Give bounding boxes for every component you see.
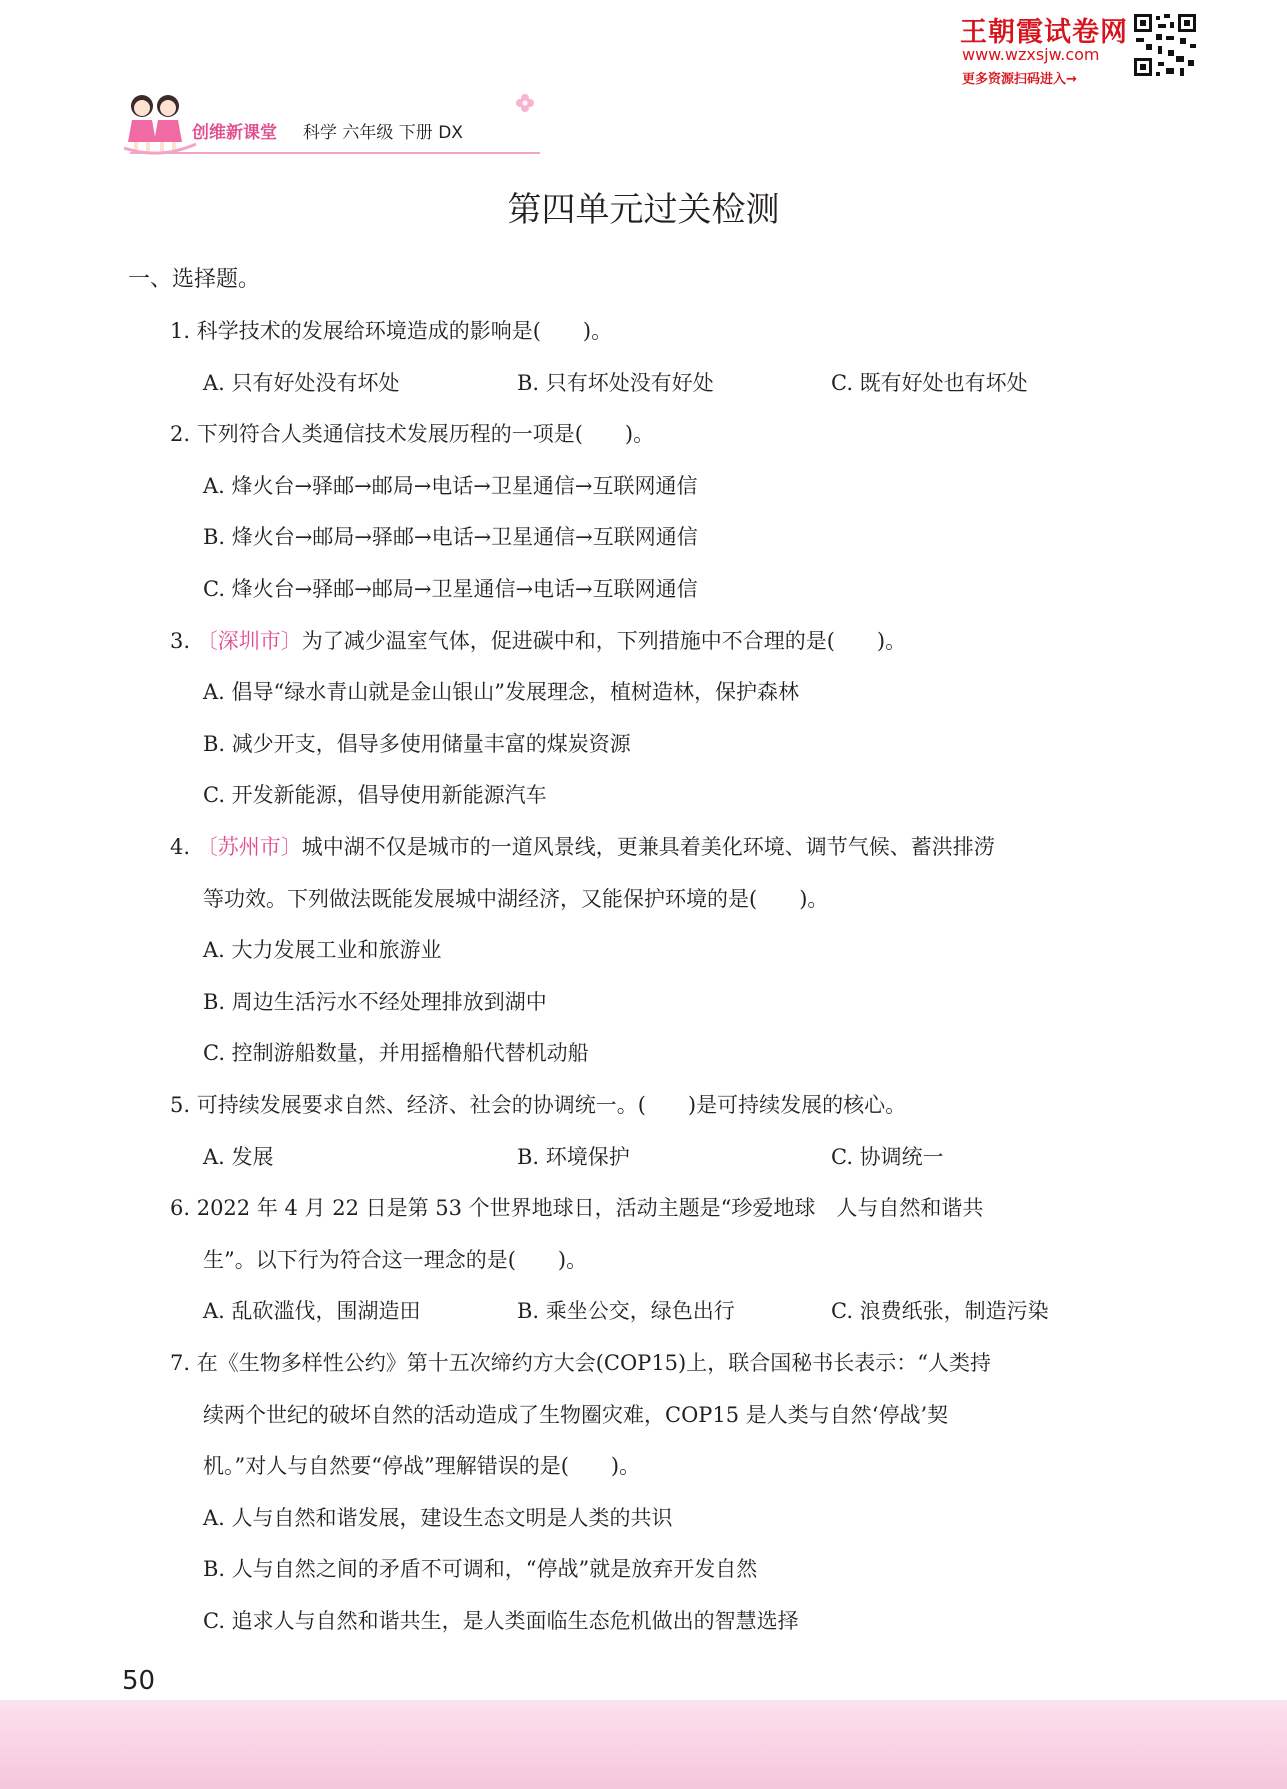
option-a: A. 乱砍滥伐，围湖造田 (203, 1299, 421, 1323)
question-line: 1. 科学技术的发展给环境造成的影响是( )。 (170, 319, 613, 343)
header-divider (130, 152, 540, 154)
option-line: A. 大力发展工业和旅游业 (203, 938, 442, 962)
option-line: 生”。以下行为符合这一理念的是( )。 (203, 1248, 588, 1272)
page-title: 第四单元过关检测 (507, 190, 780, 230)
watermark-more: 更多资源扫码进入→ (962, 72, 1077, 87)
children-logo-icon (120, 86, 200, 156)
subject-label: 科学 六年级 下册 DX (303, 123, 463, 143)
option-a: A. 只有好处没有坏处 (203, 371, 400, 395)
page-number: 50 (122, 1666, 156, 1696)
question-line: 6. 2022 年 4 月 22 日是第 53 个世界地球日，活动主题是“珍爱地球 人与自然和谐共 (170, 1196, 984, 1220)
option-line: A. 人与自然和谐发展，建设生态文明是人类的共识 (203, 1506, 673, 1530)
option-line: C. 开发新能源，倡导使用新能源汽车 (203, 783, 547, 807)
option-b: B. 乘坐公交，绿色出行 (517, 1299, 735, 1323)
flower-icon (514, 92, 536, 114)
watermark-name: 王朝霞试卷网 (960, 17, 1128, 48)
option-line: B. 人与自然之间的矛盾不可调和，“停战”就是放弃开发自然 (203, 1557, 758, 1581)
option-c: C. 既有好处也有坏处 (831, 371, 1028, 395)
option-c: C. 协调统一 (831, 1145, 944, 1169)
option-line: A. 倡导“绿水青山就是金山银山”发展理念，植树造林，保护森林 (203, 680, 799, 704)
question-text: 为了减少温室气体，促进碳中和，下列措施中不合理的是( )。 (301, 629, 907, 653)
option-line: 等功效。下列做法既能发展城中湖经济，又能保护环境的是( )。 (203, 887, 829, 911)
option-line: B. 减少开支，倡导多使用储量丰富的煤炭资源 (203, 732, 631, 756)
option-line: B. 周边生活污水不经处理排放到湖中 (203, 990, 547, 1014)
watermark-url: www.wzxsjw.com (962, 45, 1100, 64)
brand-name: 创维新课堂 (192, 123, 277, 143)
option-line: A. 烽火台→驿邮→邮局→电话→卫星通信→互联网通信 (203, 474, 698, 498)
qr-code-icon (1132, 12, 1198, 78)
option-b: B. 环境保护 (517, 1145, 630, 1169)
option-line: 续两个世纪的破坏自然的活动造成了生物圈灾难，COP15 是人类与自然‘停战’契 (203, 1403, 949, 1427)
question-line (170, 626, 906, 656)
question-text: 城中湖不仅是城市的一道风景线，更兼具着美化环境、调节气候、蓄洪排涝 (301, 835, 995, 859)
footer-band (0, 1700, 1287, 1789)
question-number: 4. (170, 835, 197, 859)
question-number: 3. (170, 629, 197, 653)
region-tag: 〔深圳市〕 (196, 629, 302, 653)
region-tag: 〔苏州市〕 (196, 835, 302, 859)
question-line: 7. 在《生物多样性公约》第十五次缔约方大会(COP15)上，联合国秘书长表示：“人类持 (170, 1351, 991, 1375)
section-heading: 一、选择题。 (128, 267, 261, 292)
question-line: 2. 下列符合人类通信技术发展历程的一项是( )。 (170, 422, 655, 446)
option-line: B. 烽火台→邮局→驿邮→电话→卫星通信→互联网通信 (203, 525, 698, 549)
option-c: C. 浪费纸张，制造污染 (831, 1299, 1049, 1323)
option-line: C. 控制游船数量，并用摇橹船代替机动船 (203, 1041, 589, 1065)
option-line: C. 追求人与自然和谐共生，是人类面临生态危机做出的智慧选择 (203, 1609, 799, 1633)
option-line: 机。”对人与自然要“停战”理解错误的是( )。 (203, 1454, 641, 1478)
option-line: C. 烽火台→驿邮→邮局→卫星通信→电话→互联网通信 (203, 577, 698, 601)
question-line: 5. 可持续发展要求自然、经济、社会的协调统一。( )是可持续发展的核心。 (170, 1093, 907, 1117)
option-b: B. 只有坏处没有好处 (517, 371, 714, 395)
question-line (170, 832, 995, 862)
option-a: A. 发展 (203, 1145, 274, 1169)
